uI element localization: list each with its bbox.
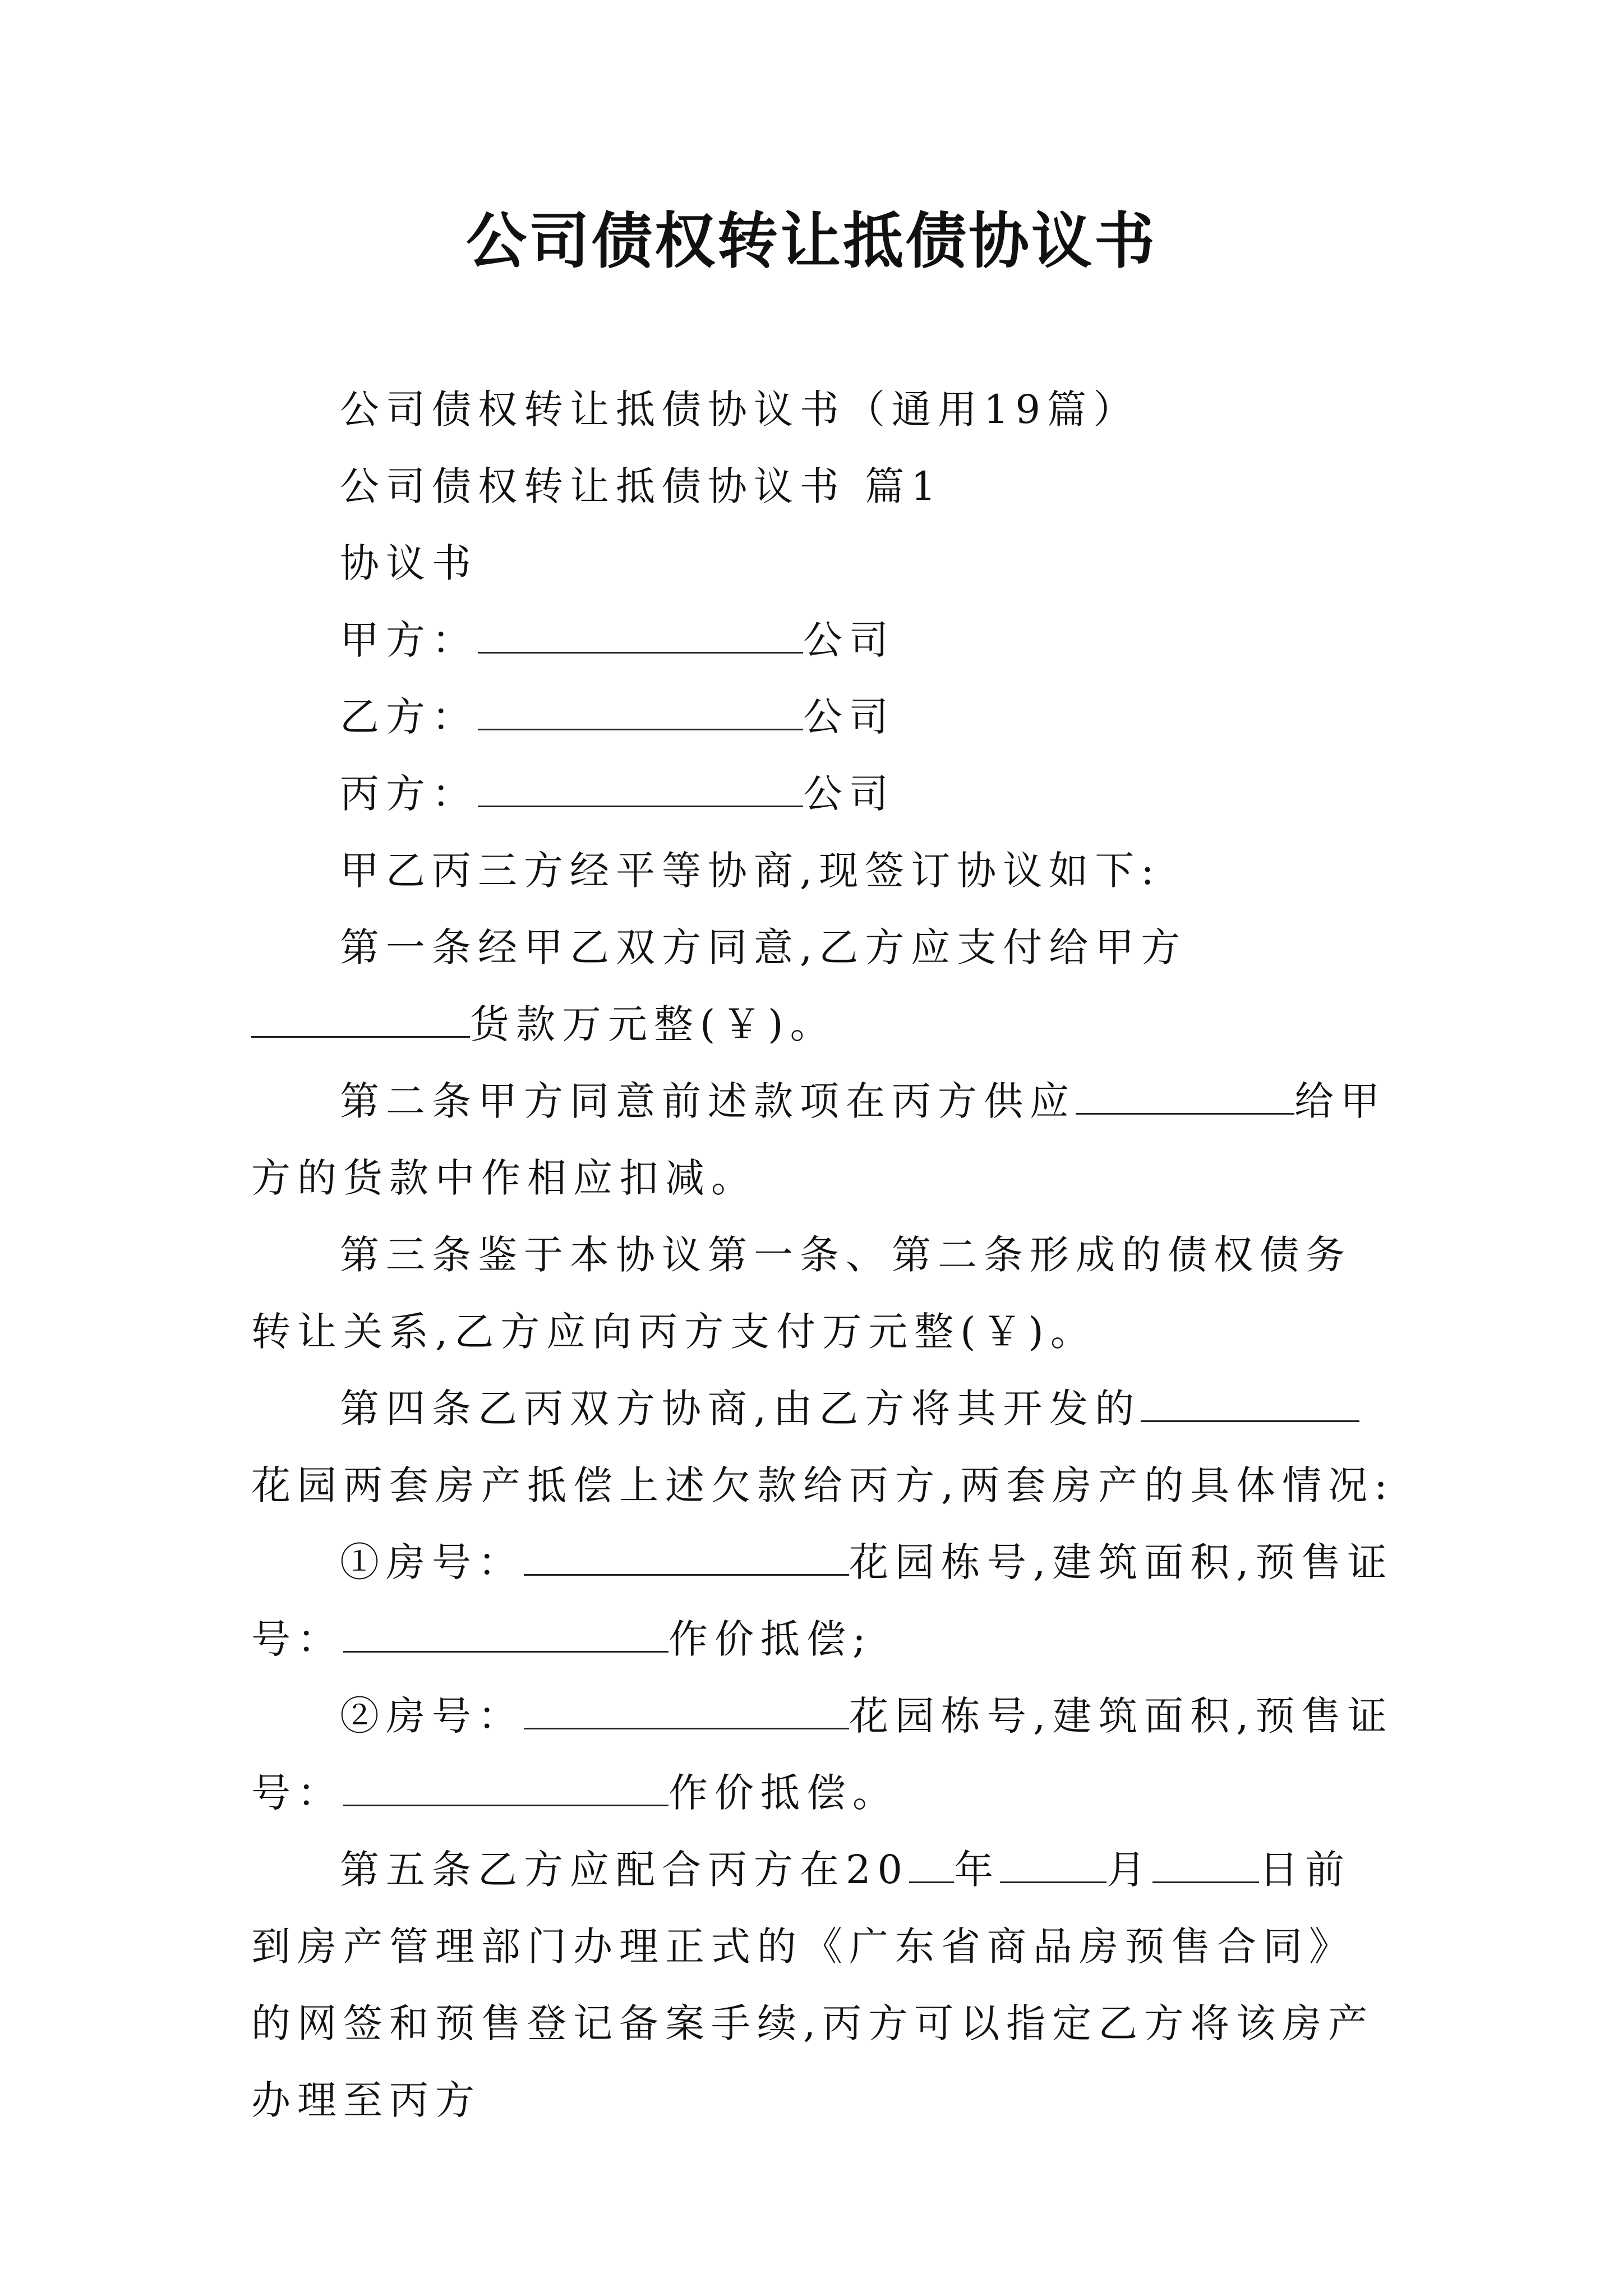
party-a-line bbox=[251, 602, 1395, 679]
article-2-text-b: 给甲方的货款中作相应扣减。 bbox=[251, 1078, 1386, 1201]
blank-line bbox=[1076, 1080, 1294, 1115]
article-2 bbox=[251, 1063, 1395, 1217]
blank-line bbox=[524, 1542, 849, 1576]
blank-line bbox=[478, 619, 803, 654]
document-body bbox=[251, 371, 1395, 2139]
party-a-label: 甲方： bbox=[340, 617, 478, 663]
document-title: 公司债权转让抵债协议书 bbox=[465, 206, 1157, 277]
blank-line bbox=[909, 1849, 954, 1883]
doc-name: 协议书 bbox=[340, 540, 478, 586]
article-5-year: 年 bbox=[954, 1847, 1000, 1893]
blank-line bbox=[478, 696, 803, 730]
party-b-line bbox=[251, 679, 1395, 756]
blank-line bbox=[343, 1618, 668, 1653]
house-1-text-b: 花园栋号,建筑面积,预售证号： bbox=[251, 1539, 1394, 1662]
house-1 bbox=[251, 1524, 1395, 1678]
blank-line bbox=[1141, 1388, 1359, 1422]
section-heading: 公司债权转让抵债协议书 篇1 bbox=[340, 463, 943, 509]
house-1-text-c: 作价抵偿; bbox=[668, 1616, 873, 1662]
party-c-line bbox=[251, 756, 1395, 832]
article-5 bbox=[251, 1832, 1395, 2139]
article-5-month: 月 bbox=[1106, 1847, 1153, 1893]
house-1-text-a: ①房号： bbox=[340, 1539, 524, 1585]
intro-paragraph: 甲乙丙三方经平等协商,现签订协议如下: bbox=[340, 848, 1161, 894]
article-4-text-a: 第四条乙丙双方协商,由乙方将其开发的 bbox=[340, 1386, 1141, 1432]
article-4 bbox=[251, 1370, 1395, 1524]
party-b-suffix: 公司 bbox=[803, 694, 895, 740]
article-5-text-a: 第五条乙方应配合丙方在20 bbox=[340, 1847, 910, 1893]
subtitle: 公司债权转让抵债协议书（通用19篇） bbox=[340, 386, 1140, 432]
blank-line bbox=[1000, 1849, 1106, 1883]
blank-line bbox=[478, 773, 803, 807]
house-2-text-b: 花园栋号,建筑面积,预售证号： bbox=[251, 1693, 1394, 1816]
blank-line bbox=[343, 1772, 668, 1806]
article-4-text-b: 花园两套房产抵偿上述欠款给丙方,两套房产的具体情况: bbox=[251, 1462, 1394, 1508]
party-c-suffix: 公司 bbox=[803, 771, 895, 817]
article-5-text-d: 日前到房产管理部门办理正式的《广东省商品房预售合同》的网签和预售登记备案手续,丙方可以指定乙方将该房产办理至丙方 bbox=[251, 1847, 1375, 2123]
blank-line bbox=[524, 1695, 849, 1729]
blank-line bbox=[251, 1004, 470, 1038]
house-2-text-a: ②房号： bbox=[340, 1693, 524, 1739]
party-c-label: 丙方： bbox=[340, 771, 478, 817]
house-2-text-c: 作价抵偿。 bbox=[668, 1770, 898, 1816]
blank-line bbox=[1152, 1849, 1259, 1883]
article-1-text-a: 第一条经甲乙双方同意,乙方应支付给甲方 bbox=[340, 924, 1187, 970]
house-2 bbox=[251, 1678, 1395, 1832]
party-b-label: 乙方： bbox=[340, 694, 478, 740]
article-1 bbox=[251, 909, 1395, 1063]
article-2-text-a: 第二条甲方同意前述款项在丙方供应 bbox=[340, 1078, 1076, 1124]
article-1-text-b: 货款万元整(￥)。 bbox=[470, 1001, 836, 1047]
party-a-suffix: 公司 bbox=[803, 617, 895, 663]
article-3: 第三条鉴于本协议第一条、第二条形成的债权债务转让关系,乙方应向丙方支付万元整(￥)。 bbox=[251, 1232, 1352, 1355]
